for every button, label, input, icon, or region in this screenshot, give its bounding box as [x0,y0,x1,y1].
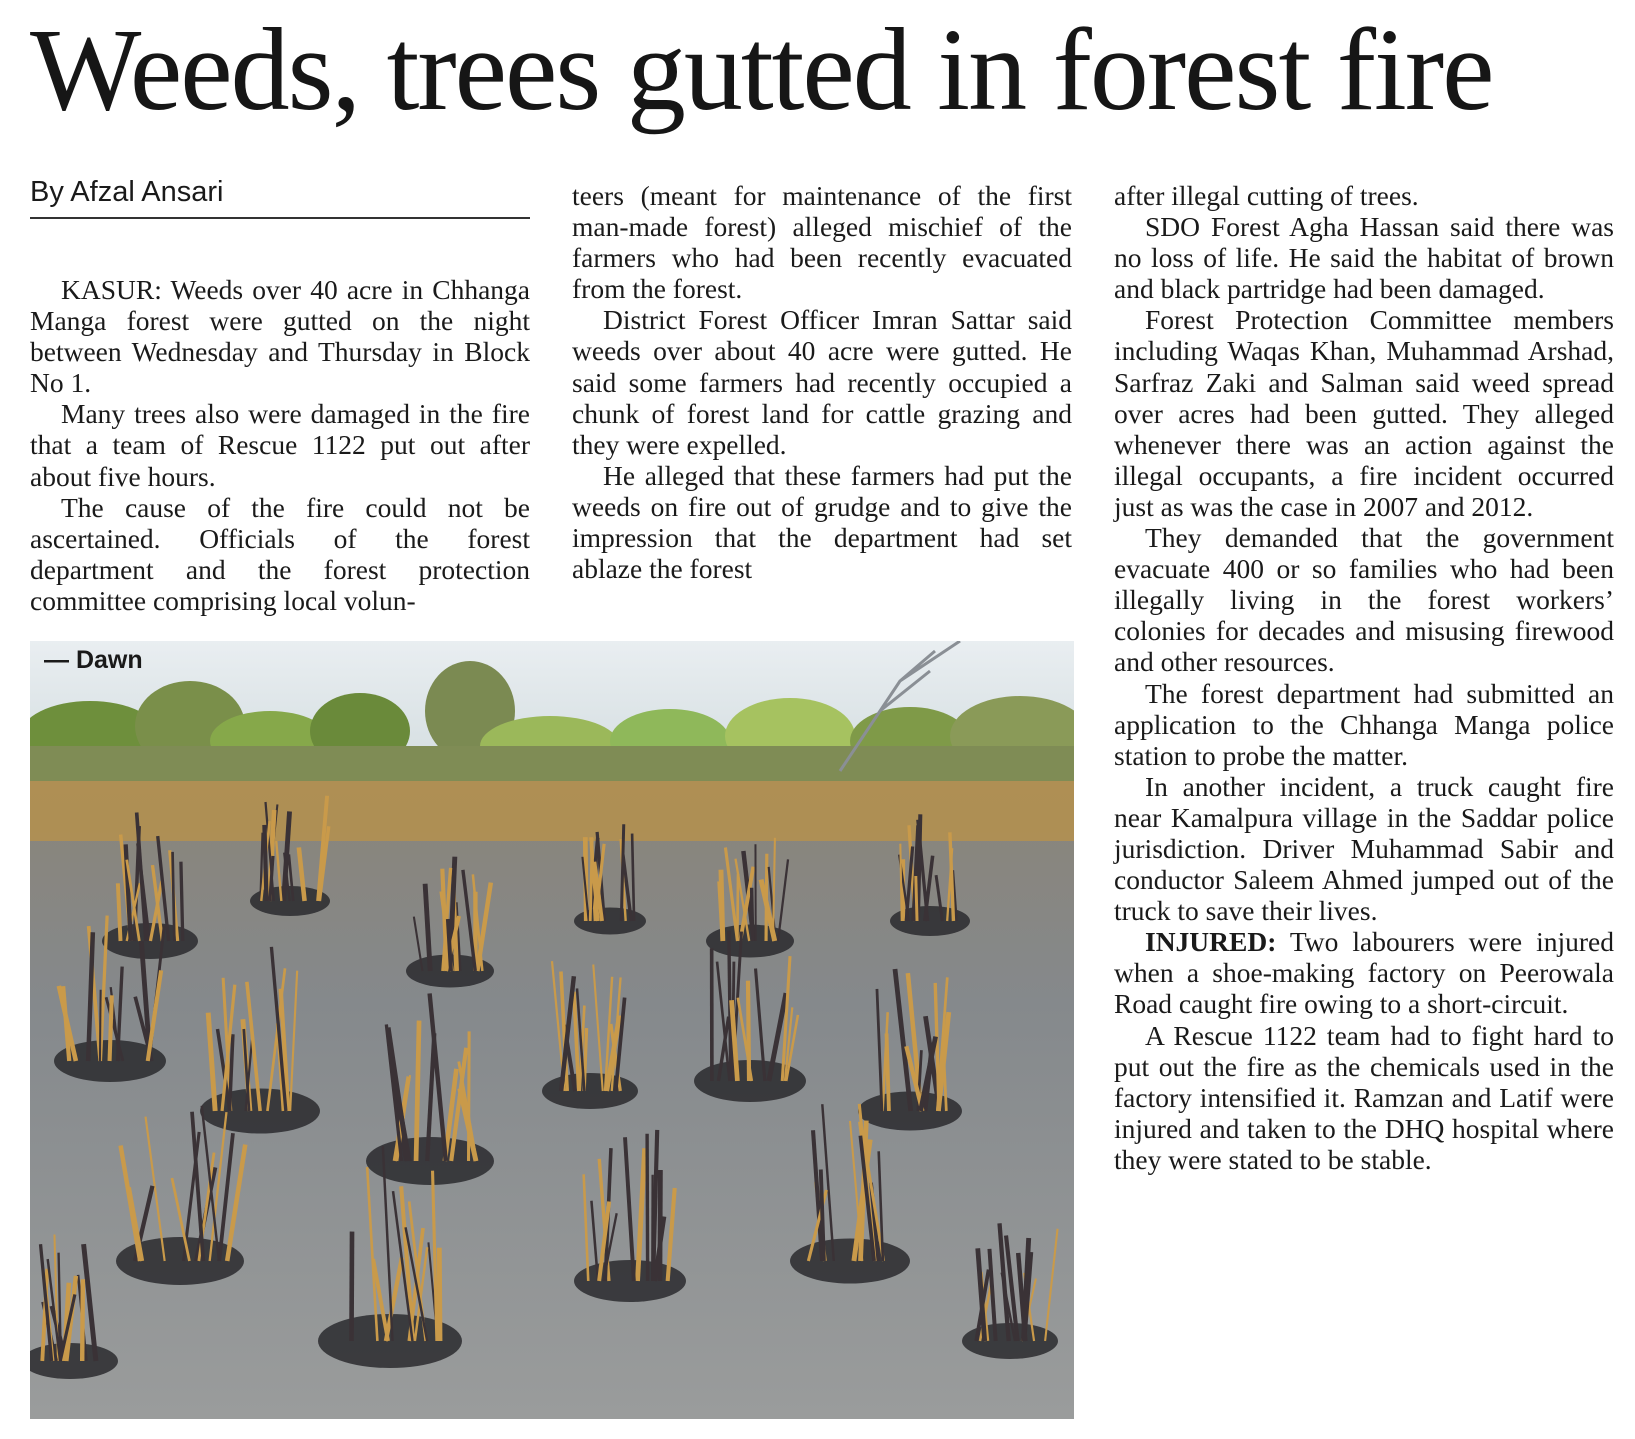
paragraph: KASUR: Weeds over 40 acre in Chhanga Manga forest were gutted on the night between Wednesday and Thursday in Block No 1. [30,274,530,399]
paragraph: The cause of the fire could not be ascertained. Officials of the forest department and the forest protection committee comprising local volun- [30,491,530,616]
byline: By Afzal Ansari [30,176,530,219]
paragraph: The forest department had submitted an application to the Chhanga Manga police station to probe the matter. [1114,677,1614,771]
column-1 [30,274,530,616]
paragraph: They demanded that the government evacuate 400 or so families who had been illegally living in the forest workers’ colonies for decades and misusing firewood and other resources. [1114,522,1614,678]
injured-label: INJURED: [1145,926,1277,958]
column-3 [1114,180,1614,1175]
paragraph: Many trees also were damaged in the fire that a team of Rescue 1122 put out after about five hours. [30,398,530,492]
paragraph: SDO Forest Agha Hassan said there was no loss of life. He said the habitat of brown and black partridge had been damaged. [1114,211,1614,305]
column-2 [572,180,1072,584]
photo-credit: — Dawn [44,646,143,674]
injured-text: Two labourers were injured when a shoe-making factory on Peerowala Road caught fire owing to a short-circuit. [1114,926,1614,1020]
burnt-forest-photo [30,641,1074,1419]
paragraph-continuation: teers (meant for maintenance of the first man-made forest) alleged mischief of the farmers who had been recently evacuated from the forest. [572,180,1072,305]
headline: Weeds, trees gutted in forest fire [30,4,1493,135]
paragraph-injured [1114,926,1614,1019]
photo-illustration [30,641,1074,1419]
paragraph: Forest Protection Committee members including Waqas Khan, Muhammad Arshad, Sarfraz Zaki and Salman said weed spread over acres had been gutted. They alleged whenever there was an action against the illegal occupants, a fire incident occurred just as was the case in 2007 and 2012. [1114,304,1614,522]
paragraph-continuation: after illegal cutting of trees. [1114,180,1419,211]
paragraph: A Rescue 1122 team had to fight hard to put out the fire as the chemicals used in the factory intensified it. Ramzan and Latif were injured and taken to the DHQ hospital where they were stated to be stable. [1114,1019,1614,1175]
paragraph: He alleged that these farmers had put the weeds on fire out of grudge and to give the impression that the department had set ablaze the forest [572,459,1072,585]
paragraph: District Forest Officer Imran Sattar said weeds over about 40 acre were gutted. He said some farmers had recently occupied a chunk of forest land for cattle grazing and they were expelled. [572,304,1072,460]
paragraph: In another incident, a truck caught fire near Kamalpura village in the Saddar police jurisdiction. Driver Muhammad Sabir and conductor Saleem Ahmed jumped out of the truck to save their lives. [1114,770,1614,927]
